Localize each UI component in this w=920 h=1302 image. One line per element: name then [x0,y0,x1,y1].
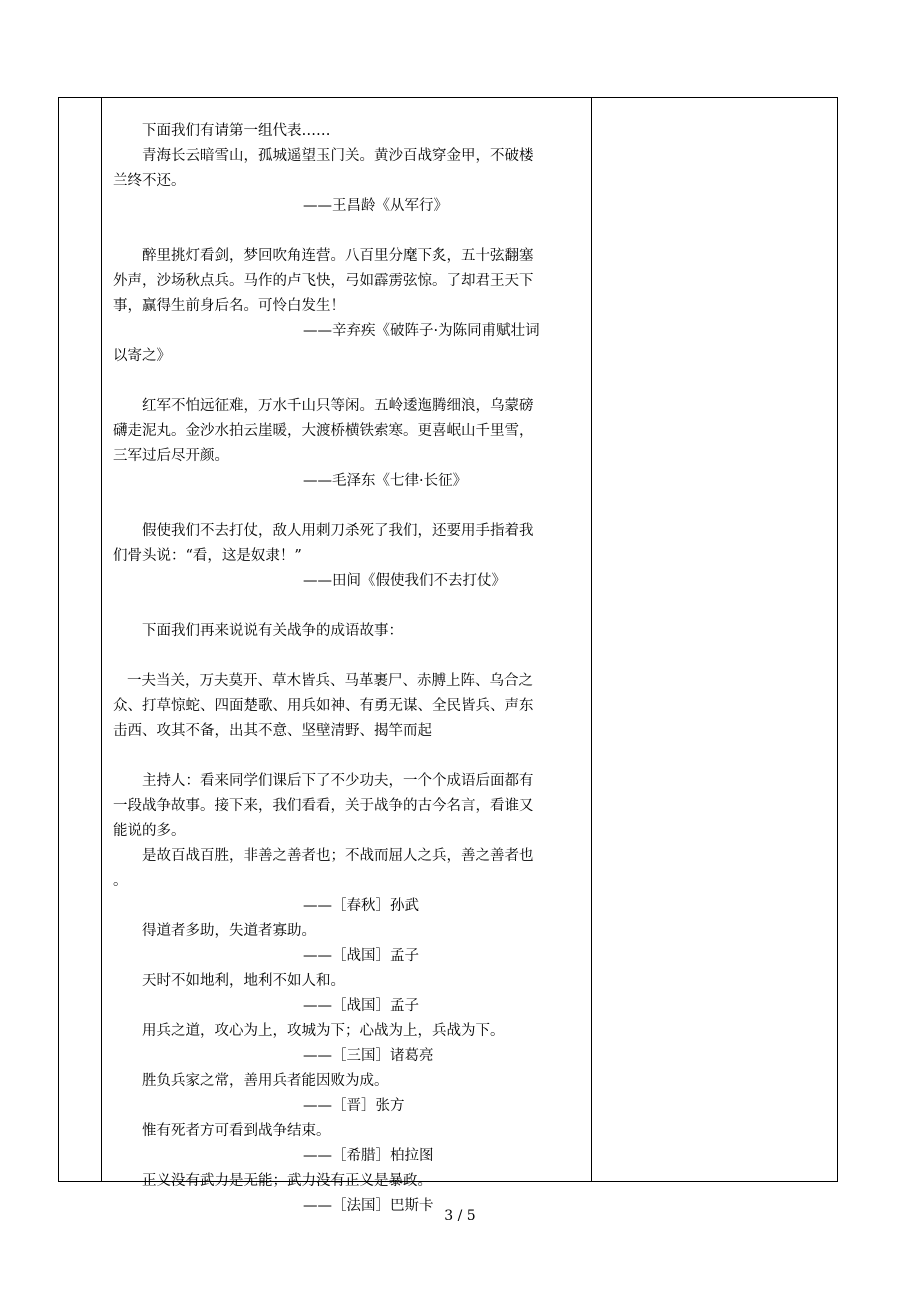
quote-citation: ——［三国］诸葛亮 [303,1048,434,1064]
idiom-line: 一夫当关，万夫莫开、草木皆兵、马革裹尸、赤膊上阵、乌合之 [127,673,533,689]
poem-line: 礴走泥丸。金沙水拍云崖暖，大渡桥横铁索寒。更喜岷山千里雪， [113,423,534,439]
quote-text: 胜负兵家之常，善用兵者能因败为成。 [142,1073,389,1089]
quote-citation: ——［春秋］孙武 [303,898,419,914]
poem-line: 事，赢得生前身后名。可怜白发生！ [113,298,345,314]
poem-line: 三军过后尽开颜。 [113,448,229,464]
poem-citation-continued: 以寄之》 [113,348,171,364]
poem-line: 红军不怕远征难，万水千山只等闲。五岭逶迤腾细浪，乌蒙磅 [142,398,534,414]
quote-text: 惟有死者方可看到战争结束。 [142,1123,331,1139]
quote-citation: ——［战国］孟子 [303,948,419,964]
intro-line: 下面我们有请第一组代表…… [142,123,331,139]
poem-line: 青海长云暗雪山，孤城遥望玉门关。黄沙百战穿金甲，不破楼 [142,148,534,164]
poem-line: 假使我们不去打仗，敌人用刺刀杀死了我们，还要用手指着我 [142,523,534,539]
page-number: 3 / 5 [444,1208,476,1224]
idiom-line: 众、打草惊蛇、四面楚歌、用兵如神、有勇无谋、全民皆兵、声东 [113,698,534,714]
quote-text: 天时不如地利，地利不如人和。 [142,973,345,989]
quote-text: 是故百战百胜，非善之善者也；不战而屈人之兵，善之善者也 [142,848,534,864]
quote-citation: ——［希腊］柏拉图 [303,1148,434,1164]
idiom-line: 击西、攻其不备，出其不意、坚壁清野、揭竿而起 [113,723,432,739]
main-content-cell [113,119,585,1219]
column-divider [101,98,102,1181]
poem-line: 外声，沙场秋点兵。马作的卢飞快，弓如霹雳弦惊。了却君王天下 [113,273,534,289]
poem-line: 兰终不还。 [113,173,186,189]
poem-citation: ——王昌龄《从军行》 [303,198,448,214]
quote-text: 正义没有武力是无能；武力没有正义是暴政。 [142,1173,432,1189]
poem-line: 醉里挑灯看剑，梦回吹角连营。八百里分麾下炙，五十弦翻塞 [142,248,534,264]
poem-line: 们骨头说：“看，这是奴隶！” [113,548,302,564]
quote-citation: ——［晋］张方 [303,1098,405,1114]
quote-citation: ——［法国］巴斯卡 [303,1198,434,1214]
quote-text-continued: 。 [113,873,128,889]
host-line: 一段战争故事。接下来，我们看看，关于战争的古今名言，看谁又 [113,798,534,814]
poem-citation: ——田间《假使我们不去打仗》 [303,573,506,589]
host-line: 能说的多。 [113,823,186,839]
idiom-intro: 下面我们再来说说有关战争的成语故事： [142,623,403,639]
column-divider [591,98,592,1181]
host-line: 主持人：看来同学们课后下了不少功夫，一个个成语后面都有 [142,773,534,789]
quote-citation: ——［战国］孟子 [303,998,419,1014]
poem-citation: ——辛弃疾《破阵子·为陈同甫赋壮词 [303,323,540,339]
quote-text: 得道者多助，失道者寡助。 [142,923,316,939]
quote-text: 用兵之道，攻心为上，攻城为下；心战为上，兵战为下。 [142,1023,505,1039]
poem-citation: ——毛泽东《七律·长征》 [303,473,468,489]
